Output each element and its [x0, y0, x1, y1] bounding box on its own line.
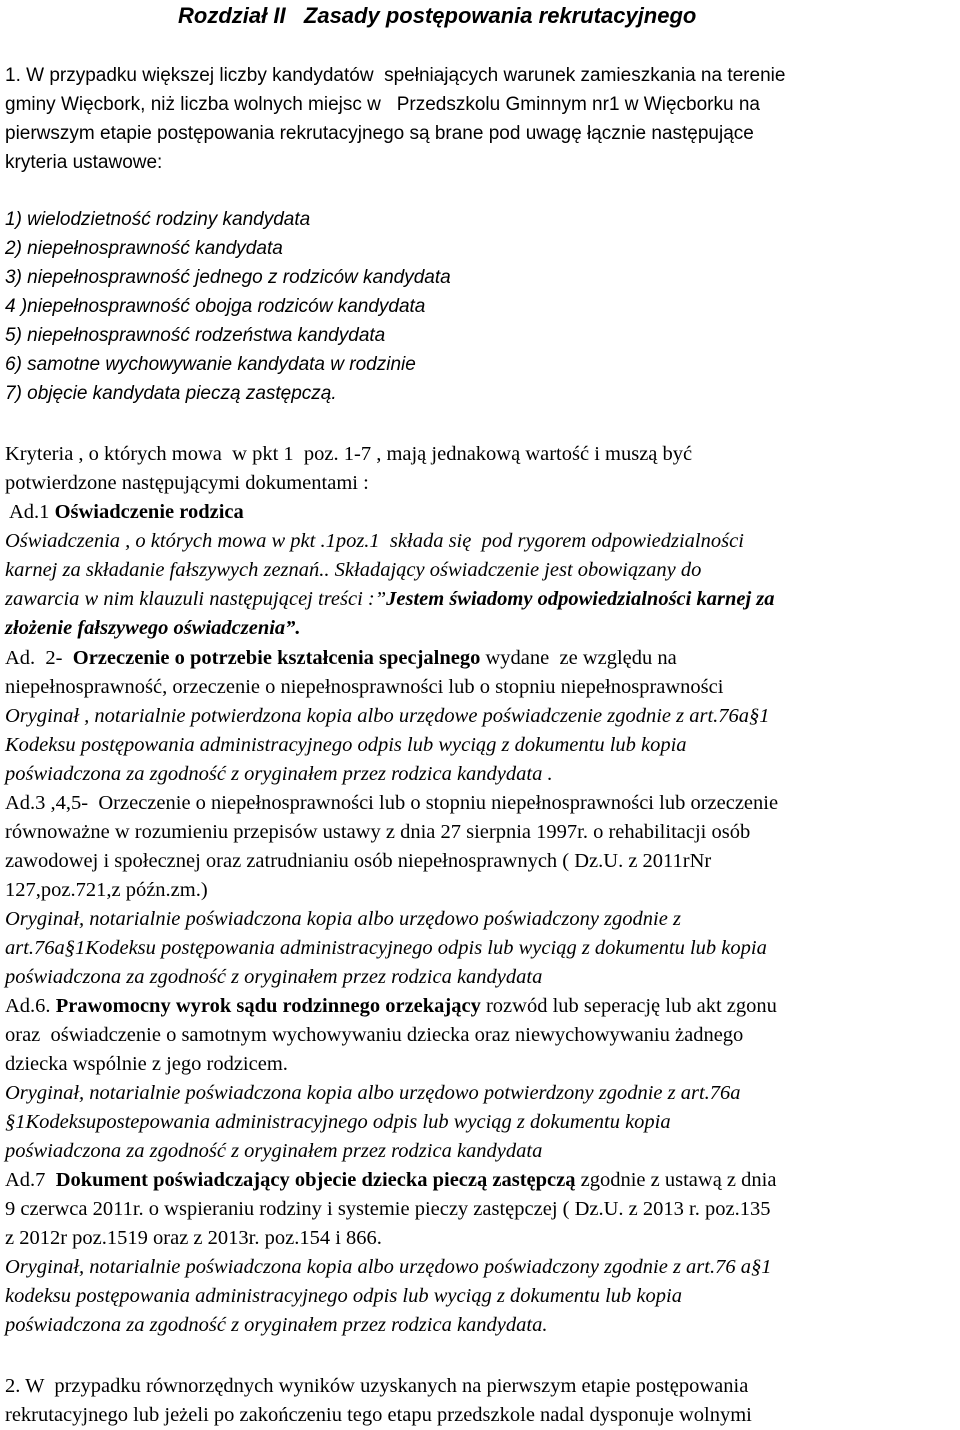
- ad7-doc-line-2: kodeksu postępowania administracyjnego odpis lub wyciąg z dokumentu lub kopia: [5, 1285, 682, 1307]
- ad2-heading-line: [5, 644, 677, 672]
- ad3-line-4: 127,poz.721,z późn.zm.): [5, 879, 208, 901]
- criterion-6: 6) samotne wychowywanie kandydata w rodzinie: [5, 354, 416, 375]
- ad1-prefix: Ad.1: [5, 501, 55, 523]
- intro-line-1: 1. W przypadku większej liczby kandydatów spełniających warunek zamieszkania na terenie: [5, 65, 786, 86]
- section2-line-1: 2. W przypadku równorzędnych wyników uzyskanych na pierwszym etapie postępowania: [5, 1375, 749, 1397]
- kryteria-line-1: Kryteria , o których mowa w pkt 1 poz. 1-7 , mają jednakową wartość i muszą być: [5, 443, 693, 465]
- ad7-line-2: 9 czerwca 2011r. o wspieraniu rodziny i systemie pieczy zastępczej ( Dz.U. z 2013 r. poz.135: [5, 1198, 771, 1220]
- ad3-doc-line-2: art.76a§1Kodeksu postępowania administracyjnego odpis lub wyciąg z dokumentu lub kopia: [5, 937, 767, 959]
- criterion-1: 1) wielodzietność rodziny kandydata: [5, 209, 311, 230]
- ad2-prefix: Ad. 2-: [5, 647, 73, 669]
- ad7-line-3: z 2012r poz.1519 oraz z 2013r. poz.154 i 866.: [5, 1227, 382, 1249]
- ad3-doc-line-3: poświadczona za zgodność z oryginałem przez rodzica kandydata: [5, 966, 543, 988]
- ad7-heading: Dokument poświadczający objecie dziecka pieczą zastępczą: [55, 1169, 576, 1191]
- ad7-prefix: Ad.7: [5, 1169, 56, 1191]
- intro-line-2: gminy Więcbork, niż liczba wolnych miejsc w Przedszkolu Gminnym nr1 w Więcborku na: [5, 94, 760, 115]
- ad1-heading: Oświadczenie rodzica: [54, 501, 244, 523]
- chapter-title: Rozdział II Zasady postępowania rekrutacyjnego: [178, 3, 697, 28]
- ad6-rest: rozwód lub seperację lub akt zgonu: [480, 995, 777, 1017]
- kryteria-line-2: potwierdzone następującymi dokumentami :: [5, 472, 369, 494]
- criterion-3: 3) niepełnosprawność jednego z rodziców kandydata: [5, 267, 451, 288]
- ad2-doc-line-3: poświadczona za zgodność z oryginałem przez rodzica kandydata .: [5, 763, 553, 785]
- intro-line-3: pierwszym etapie postępowania rekrutacyjnego są brane pod uwagę łącznie następujące: [5, 123, 754, 144]
- criterion-4: 4 )niepełnosprawność obojga rodziców kandydata: [5, 296, 426, 317]
- ad3-doc-line-1: Oryginał, notarialnie poświadczona kopia albo urzędowo poświadczony zgodnie z: [5, 908, 681, 930]
- ad7-doc-line-3: poświadczona za zgodność z oryginałem przez rodzica kandydata.: [5, 1314, 548, 1336]
- ad6-heading-line: [5, 992, 777, 1020]
- ad2-rest: wydane ze względu na: [480, 647, 677, 669]
- ad6-line-3: dziecka wspólnie z jego rodzicem.: [5, 1053, 288, 1075]
- intro-line-4: kryteria ustawowe:: [5, 152, 163, 173]
- ad3-line-2: równoważne w rozumieniu przepisów ustawy z dnia 27 sierpnia 1997r. o rehabilitacji osób: [5, 821, 751, 843]
- ad2-heading: Orzeczenie o potrzebie kształcenia specjalnego: [72, 647, 481, 669]
- criterion-7: 7) objęcie kandydata pieczą zastępczą.: [5, 383, 337, 404]
- ad6-line-2: oraz oświadczenie o samotnym wychowywaniu dziecka oraz niewychowywaniu żadnego: [5, 1024, 744, 1046]
- ad1-clause-start: Jestem świadomy odpowiedzialności karnej za: [386, 588, 775, 610]
- ad3-line-1: Ad.3 ,4,5- Orzeczenie o niepełnosprawności lub o stopniu niepełnosprawności lub orzeczenie: [5, 792, 779, 814]
- ad7-doc-line-1: Oryginał, notarialnie poświadczona kopia albo urzędowo poświadczony zgodnie z art.76 a§1: [5, 1256, 772, 1278]
- ad1-line-3-text: zawarcia w nim klauzuli następującej treści :”: [5, 588, 387, 610]
- ad2-doc-line-1: Oryginał , notarialnie potwierdzona kopia albo urzędowe poświadczenie zgodnie z art.76a§1: [5, 705, 770, 727]
- ad3-line-3: zawodowej i społecznej oraz zatrudnianiu osób niepełnosprawnych ( Dz.U. z 2011rNr: [5, 850, 712, 872]
- ad6-prefix: Ad.6.: [5, 995, 56, 1017]
- criterion-2: 2) niepełnosprawność kandydata: [5, 238, 283, 259]
- ad7-heading-line: [5, 1166, 776, 1194]
- ad1-line-2: karnej za składanie fałszywych zeznań.. Składający oświadczenie jest obowiązany do: [5, 559, 702, 581]
- ad6-doc-line-2: §1Kodeksupostepowania administracyjnego odpis lub wyciąg z dokumentu kopia: [5, 1111, 671, 1133]
- criterion-5: 5) niepełnosprawność rodzeństwa kandydata: [5, 325, 386, 346]
- ad2-doc-line-2: Kodeksu postępowania administracyjnego odpis lub wyciąg z dokumentu lub kopia: [5, 734, 687, 756]
- ad6-doc-line-3: poświadczona za zgodność z oryginałem przez rodzica kandydata: [5, 1140, 543, 1162]
- ad7-rest: zgodnie z ustawą z dnia: [575, 1169, 777, 1191]
- ad6-heading: Prawomocny wyrok sądu rodzinnego orzekający: [55, 995, 481, 1017]
- ad2-line-2: niepełnosprawność, orzeczenie o niepełnosprawności lub o stopniu niepełnosprawności: [5, 676, 724, 698]
- section2-line-2: rekrutacyjnego lub jeżeli po zakończeniu tego etapu przedszkole nadal dysponuje wolnymi: [5, 1404, 752, 1426]
- ad6-doc-line-1: Oryginał, notarialnie poświadczona kopia albo urzędowo potwierdzony zgodnie z art.76a: [5, 1082, 741, 1104]
- ad1-line-1: Oświadczenia , o których mowa w pkt .1poz.1 składa się pod rygorem odpowiedzialności: [5, 530, 744, 552]
- ad1-clause-end: złożenie fałszywego oświadczenia”.: [5, 617, 301, 639]
- ad1-heading-line: [5, 498, 244, 526]
- ad1-line-3: [5, 585, 775, 613]
